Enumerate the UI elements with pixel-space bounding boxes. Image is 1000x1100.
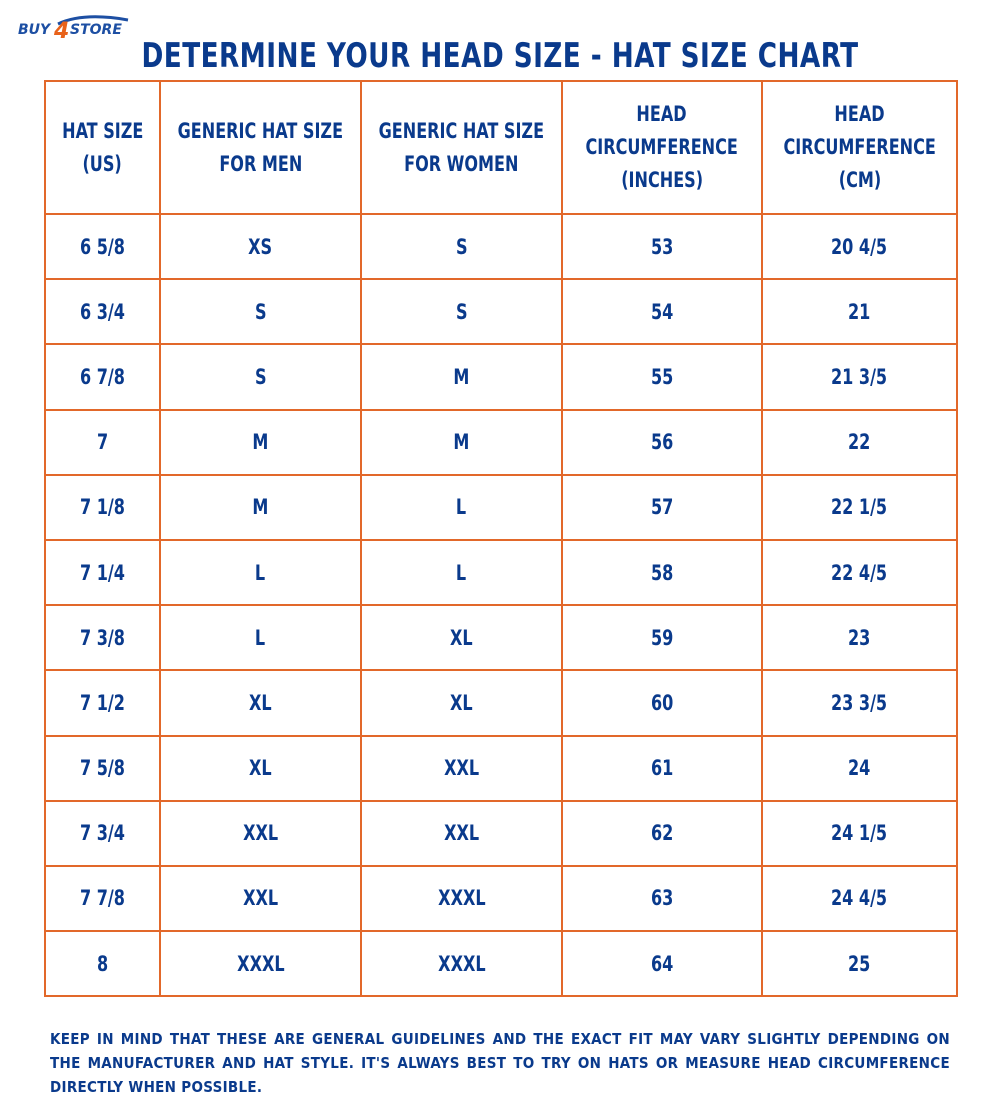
inches-cell	[562, 801, 762, 866]
table-row	[45, 736, 957, 801]
inches-cell	[562, 540, 762, 605]
header-line: CIRCUMFERENCE	[585, 135, 739, 159]
cell-value: S	[455, 234, 468, 259]
cell-value: 7	[96, 430, 109, 455]
cell-value: XL	[450, 690, 473, 715]
cell-value: 55	[650, 364, 674, 389]
table-row	[45, 866, 957, 931]
hat-size-cell	[45, 344, 160, 409]
cell-value: XXL	[443, 821, 480, 846]
cell-value: 7 5/8	[80, 756, 125, 781]
women-size-cell	[361, 344, 562, 409]
header-line: HAT SIZE	[61, 118, 144, 143]
header-line: GENERIC HAT SIZE	[177, 118, 344, 143]
fit-guidelines-note: KEEP IN MIND THAT THESE ARE GENERAL GUIDELINES AND THE EXACT FIT MAY VARY SLIGHTLY DEPENDING ON THE MANUFACTURER AND HAT STYLE. IT'S ALWAYS BEST TO TRY ON HATS OR MEASURE HEAD CIRCUMFERENCE DIRECTLY WHEN POSSIBLE.	[50, 1030, 950, 1096]
cm-cell	[762, 214, 957, 279]
cell-value: L	[456, 495, 467, 520]
table-row	[45, 344, 957, 409]
cell-value: M	[453, 364, 470, 389]
cell-value: XXXL	[437, 951, 486, 976]
cell-value: 7 1/8	[80, 495, 125, 520]
cm-cell	[762, 931, 957, 996]
header-line: HEAD	[834, 102, 885, 126]
cell-value: 7 1/4	[80, 560, 125, 585]
cell-value: M	[453, 430, 470, 455]
cell-value: 6 5/8	[80, 234, 125, 259]
cell-value: 22 4/5	[831, 560, 888, 585]
women-size-cell	[361, 279, 562, 344]
hat-size-cell	[45, 410, 160, 475]
cell-value: 24 1/5	[831, 821, 888, 846]
cell-value: M	[252, 430, 269, 455]
cell-value: 7 3/4	[80, 821, 125, 846]
header-line: FOR WOMEN	[404, 151, 519, 176]
cell-value: XL	[450, 625, 473, 650]
inches-cell	[562, 866, 762, 931]
cm-cell	[762, 736, 957, 801]
cell-value: 25	[848, 951, 871, 976]
women-size-cell	[361, 475, 562, 540]
hat-size-cell	[45, 605, 160, 670]
women-size-cell	[361, 801, 562, 866]
table-row	[45, 931, 957, 996]
cell-value: 57	[650, 495, 674, 520]
table-row	[45, 670, 957, 735]
men-size-cell	[160, 410, 361, 475]
cell-value: 22	[848, 430, 871, 455]
inches-cell	[562, 214, 762, 279]
cell-value: 6 7/8	[80, 364, 125, 389]
cell-value: 59	[650, 625, 674, 650]
table-row	[45, 801, 957, 866]
cell-value: 63	[650, 886, 674, 911]
inches-cell	[562, 736, 762, 801]
table-row	[45, 540, 957, 605]
men-size-cell	[160, 540, 361, 605]
cell-value: 20 4/5	[831, 234, 888, 259]
inches-cell	[562, 344, 762, 409]
cell-value: M	[252, 495, 269, 520]
cell-value: L	[255, 560, 266, 585]
hat-size-us-header	[45, 81, 160, 214]
hat-size-cell	[45, 540, 160, 605]
circumference-inches-header	[562, 81, 762, 214]
cell-value: 56	[650, 430, 674, 455]
cell-value: 22 1/5	[831, 495, 888, 520]
cell-value: 64	[650, 951, 674, 976]
inches-cell	[562, 475, 762, 540]
men-size-cell	[160, 344, 361, 409]
women-size-cell	[361, 736, 562, 801]
hat-size-cell	[45, 736, 160, 801]
cm-cell	[762, 344, 957, 409]
header-line: CIRCUMFERENCE	[783, 135, 936, 159]
header-line: (CM)	[838, 168, 881, 192]
hat-size-cell	[45, 670, 160, 735]
cm-cell	[762, 801, 957, 866]
women-size-cell	[361, 410, 562, 475]
logo-prefix-text: BUY	[18, 22, 51, 38]
cell-value: 24 4/5	[831, 886, 888, 911]
cell-value: 7 1/2	[80, 690, 125, 715]
cell-value: 60	[650, 690, 674, 715]
men-size-cell	[160, 866, 361, 931]
cell-value: XL	[249, 690, 272, 715]
cell-value: L	[255, 625, 266, 650]
table-header-row	[45, 81, 957, 214]
circumference-cm-header	[762, 81, 957, 214]
cell-value: S	[455, 299, 468, 324]
header-line: HEAD	[636, 102, 688, 126]
hat-size-cell	[45, 279, 160, 344]
table-row	[45, 475, 957, 540]
inches-cell	[562, 931, 762, 996]
cell-value: 21	[848, 299, 871, 324]
table-body	[45, 214, 957, 996]
women-size-cell	[361, 866, 562, 931]
header-line: GENERIC HAT SIZE	[378, 118, 545, 143]
women-size-cell	[361, 670, 562, 735]
cm-cell	[762, 866, 957, 931]
cell-value: XXXL	[437, 886, 486, 911]
cell-value: 62	[650, 821, 674, 846]
men-size-cell	[160, 605, 361, 670]
cm-cell	[762, 605, 957, 670]
cell-value: 23 3/5	[831, 690, 888, 715]
women-size-cell	[361, 214, 562, 279]
cell-value: S	[254, 364, 267, 389]
hat-size-cell	[45, 801, 160, 866]
hat-size-cell	[45, 866, 160, 931]
cell-value: S	[254, 299, 267, 324]
cell-value: L	[456, 560, 467, 585]
men-size-cell	[160, 214, 361, 279]
cm-cell	[762, 279, 957, 344]
cm-cell	[762, 410, 957, 475]
logo-number-text: 4	[54, 19, 70, 44]
men-size-cell	[160, 931, 361, 996]
cell-value: XL	[249, 756, 272, 781]
cell-value: XS	[248, 234, 273, 259]
cell-value: 54	[650, 299, 674, 324]
inches-cell	[562, 605, 762, 670]
cell-value: 21 3/5	[831, 364, 888, 389]
cell-value: 23	[848, 625, 871, 650]
cell-value: XXL	[242, 886, 279, 911]
page-title: DETERMINE YOUR HEAD SIZE - HAT SIZE CHART	[141, 36, 859, 76]
men-size-header	[160, 81, 361, 214]
men-size-cell	[160, 279, 361, 344]
women-size-cell	[361, 540, 562, 605]
table-row	[45, 214, 957, 279]
men-size-cell	[160, 475, 361, 540]
cell-value: 8	[96, 951, 109, 976]
table-row	[45, 279, 957, 344]
cell-value: XXL	[242, 821, 279, 846]
inches-cell	[562, 279, 762, 344]
women-size-cell	[361, 605, 562, 670]
header-line: FOR MEN	[219, 151, 302, 176]
header-line: (INCHES)	[621, 168, 703, 192]
cell-value: 7 7/8	[80, 886, 125, 911]
women-size-cell	[361, 931, 562, 996]
hat-size-cell	[45, 475, 160, 540]
header-line: (US)	[82, 151, 123, 176]
cm-cell	[762, 475, 957, 540]
cell-value: 61	[650, 756, 674, 781]
cell-value: 7 3/8	[80, 625, 125, 650]
cell-value: 53	[650, 234, 674, 259]
cell-value: XXL	[443, 756, 480, 781]
cell-value: 24	[848, 756, 871, 781]
cm-cell	[762, 670, 957, 735]
hat-size-cell	[45, 931, 160, 996]
hat-size-table	[44, 80, 958, 997]
cell-value: XXXL	[236, 951, 285, 976]
table-row	[45, 410, 957, 475]
inches-cell	[562, 670, 762, 735]
women-size-header	[361, 81, 562, 214]
men-size-cell	[160, 670, 361, 735]
men-size-cell	[160, 736, 361, 801]
men-size-cell	[160, 801, 361, 866]
cell-value: 6 3/4	[80, 299, 125, 324]
inches-cell	[562, 410, 762, 475]
cell-value: 58	[650, 560, 674, 585]
table-row	[45, 605, 957, 670]
cm-cell	[762, 540, 957, 605]
logo-suffix-text: STORE	[70, 22, 122, 38]
hat-size-cell	[45, 214, 160, 279]
